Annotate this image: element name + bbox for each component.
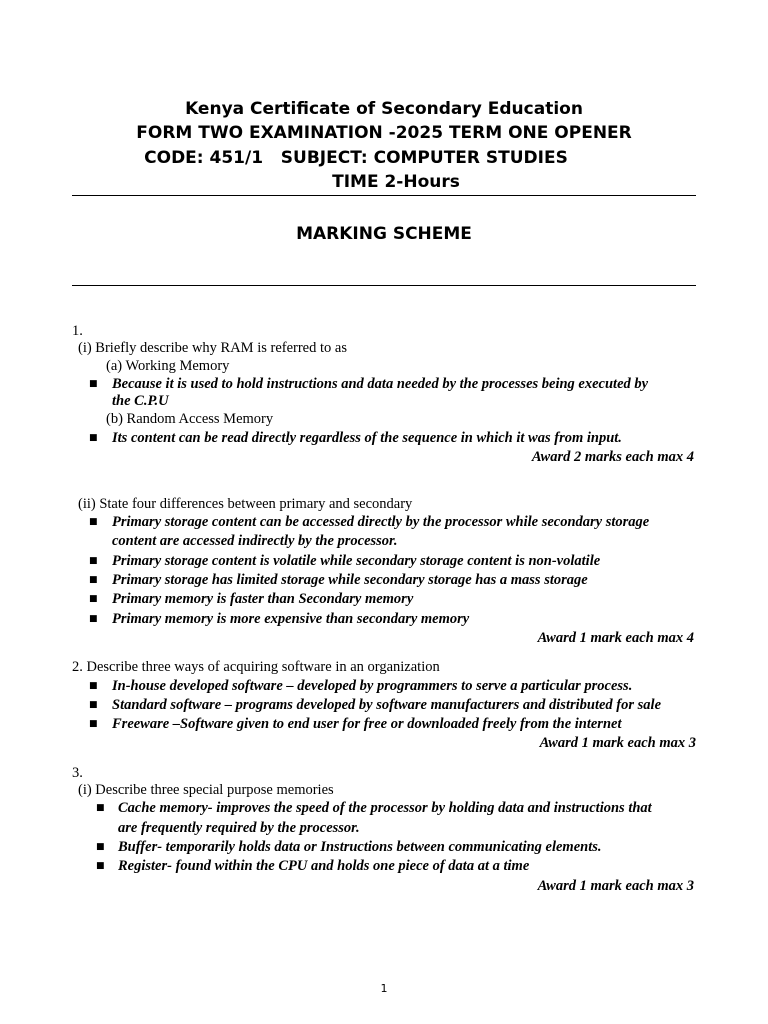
q3-number: 3. bbox=[72, 765, 83, 781]
q2-prompt: 2. Describe three ways of acquiring software in an organization bbox=[72, 659, 440, 675]
q3-i-prompt: (i) Describe three special purpose memories bbox=[78, 782, 334, 798]
q2-answer-2: Standard software – programs developed by software manufacturers and distributed for sale bbox=[112, 697, 662, 713]
q1-i-prompt: (i) Briefly describe why RAM is referred to as bbox=[78, 340, 347, 356]
q3-answer-1b: are frequently required by the processor. bbox=[118, 820, 360, 836]
header-line-4: TIME 2-Hours bbox=[332, 172, 460, 192]
header-line-2: FORM TWO EXAMINATION -2025 TERM ONE OPENER bbox=[136, 123, 632, 143]
bullet-icon: ■ bbox=[89, 556, 98, 566]
bullet-icon: ■ bbox=[89, 700, 98, 710]
q2-answer-3: Freeware –Software given to end user for free or downloaded freely from the internet bbox=[112, 716, 622, 732]
bullet-icon: ■ bbox=[96, 842, 105, 852]
q1-number: 1. bbox=[72, 323, 83, 339]
bullet-icon: ■ bbox=[96, 803, 105, 813]
q1-ii-prompt: (ii) State four differences between primary and secondary bbox=[78, 496, 413, 512]
header-line-1: Kenya Certificate of Secondary Education bbox=[185, 99, 583, 119]
header-rule-top bbox=[72, 195, 696, 196]
q3-award: Award 1 mark each max 3 bbox=[537, 878, 694, 894]
bullet-icon: ■ bbox=[89, 719, 98, 729]
q1-ii-answer-3: Primary storage has limited storage while secondary storage has a mass storage bbox=[112, 572, 588, 588]
q1-ii-answer-5: Primary memory is more expensive than secondary memory bbox=[112, 611, 470, 627]
q2-award: Award 1 mark each max 3 bbox=[539, 735, 696, 751]
bullet-icon: ■ bbox=[89, 614, 98, 624]
marking-scheme-title: MARKING SCHEME bbox=[296, 224, 472, 244]
bullet-icon: ■ bbox=[89, 379, 98, 389]
bullet-icon: ■ bbox=[89, 575, 98, 585]
q1-a-label: (a) Working Memory bbox=[106, 358, 230, 374]
q1-ii-answer-4: Primary memory is faster than Secondary memory bbox=[112, 591, 414, 607]
bullet-icon: ■ bbox=[89, 433, 98, 443]
q1-ii-answer-1: Primary storage content can be accessed directly by the processor while secondary storage bbox=[112, 514, 650, 530]
q1-a-answer-2: the C.P.U bbox=[112, 393, 169, 409]
q1-ii-answer-2: Primary storage content is volatile while secondary storage content is non-volatile bbox=[112, 553, 601, 569]
page-number: 1 bbox=[380, 982, 388, 995]
header-rule-bottom bbox=[72, 285, 696, 286]
bullet-icon: ■ bbox=[89, 594, 98, 604]
q3-answer-2: Buffer- temporarily holds data or Instructions between communicating elements. bbox=[118, 839, 602, 855]
q1-b-label: (b) Random Access Memory bbox=[106, 411, 274, 427]
q1-a-answer-1: Because it is used to hold instructions and data needed by the processes being executed by bbox=[112, 376, 649, 392]
q1-i-award: Award 2 marks each max 4 bbox=[531, 449, 694, 465]
q3-answer-1: Cache memory- improves the speed of the processor by holding data and instructions that bbox=[118, 800, 652, 816]
q1-ii-answer-1b: content are accessed indirectly by the processor. bbox=[112, 533, 398, 549]
bullet-icon: ■ bbox=[96, 861, 105, 871]
q1-b-answer: Its content can be read directly regardless of the sequence in which it was from input. bbox=[112, 430, 622, 446]
q2-answer-1: In-house developed software – developed by programmers to serve a particular process. bbox=[112, 678, 633, 694]
header-line-3: CODE: 451/1 SUBJECT: COMPUTER STUDIES bbox=[144, 148, 568, 168]
q1-ii-award: Award 1 mark each max 4 bbox=[537, 630, 694, 646]
bullet-icon: ■ bbox=[89, 517, 98, 527]
bullet-icon: ■ bbox=[89, 681, 98, 691]
q3-answer-3: Register- found within the CPU and holds one piece of data at a time bbox=[118, 858, 530, 874]
